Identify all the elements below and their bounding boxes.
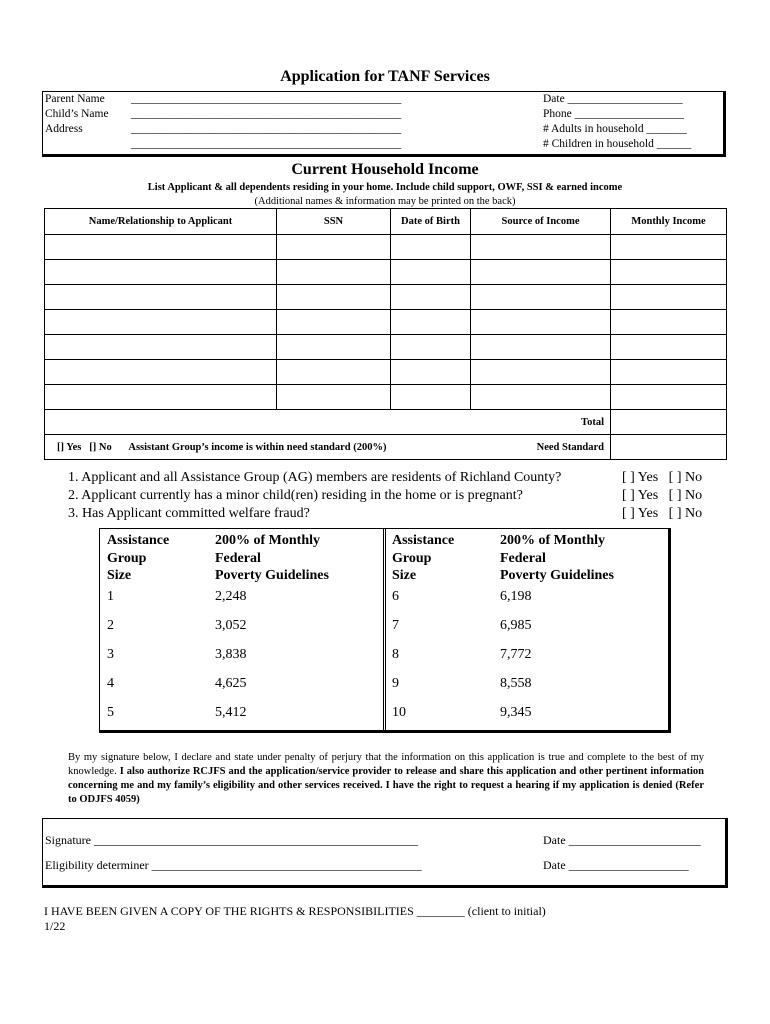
- size-value: 2: [107, 618, 114, 633]
- size-value: 5: [107, 705, 114, 720]
- table-cell[interactable]: [611, 260, 727, 285]
- table-cell[interactable]: [611, 285, 727, 310]
- size-value: 4: [107, 676, 114, 691]
- header-line: Federal: [215, 550, 261, 566]
- amount-value: 3,052: [215, 618, 247, 633]
- table-cell[interactable]: [611, 335, 727, 360]
- table-cell[interactable]: [391, 335, 471, 360]
- amount-value: 7,772: [500, 647, 532, 662]
- table-cell[interactable]: [391, 260, 471, 285]
- question-1-options[interactable]: [ ] Yes [ ] No: [622, 470, 703, 485]
- size-value: 3: [107, 647, 114, 662]
- table-cell[interactable]: [277, 310, 391, 335]
- total-row: [45, 410, 727, 435]
- adults-field[interactable]: # Adults in household _______: [543, 123, 687, 135]
- table-cell[interactable]: [45, 360, 277, 385]
- table-row: [45, 360, 727, 385]
- table-cell[interactable]: [45, 260, 277, 285]
- address-field-1[interactable]: _______________________________________________: [131, 123, 402, 135]
- date-field[interactable]: Date ____________________: [543, 93, 683, 105]
- income-yes-no-checkbox[interactable]: [] Yes [] No: [57, 441, 112, 453]
- income-heading: Current Household Income: [291, 161, 479, 178]
- childs-name-field[interactable]: _______________________________________________: [131, 108, 402, 120]
- table-cell[interactable]: [391, 235, 471, 260]
- parent-name-label: Parent Name: [45, 93, 105, 105]
- table-row: [45, 385, 727, 410]
- table-cell[interactable]: [391, 285, 471, 310]
- table-cell[interactable]: [277, 235, 391, 260]
- size-header: [107, 532, 169, 585]
- size-value: 8: [392, 647, 399, 662]
- header-line: 200% of Monthly: [500, 533, 605, 548]
- amount-value: 3,838: [215, 647, 247, 662]
- header-line: Assistance: [107, 533, 170, 548]
- table-cell[interactable]: [471, 385, 611, 410]
- need-standard-value-cell[interactable]: [611, 435, 727, 460]
- table-cell[interactable]: [471, 235, 611, 260]
- total-label: Total: [45, 410, 611, 435]
- size-value: 7: [392, 618, 399, 633]
- amount-header: [215, 532, 329, 585]
- table-row: [45, 335, 727, 360]
- amount-value: 6,985: [500, 618, 532, 633]
- table-cell[interactable]: [611, 310, 727, 335]
- header-line: Size: [392, 568, 417, 583]
- header-line: 200% of Monthly: [215, 533, 320, 548]
- table-cell[interactable]: [391, 385, 471, 410]
- table-row: [45, 235, 727, 260]
- table-cell[interactable]: [45, 385, 277, 410]
- table-cell[interactable]: [277, 360, 391, 385]
- column-header: SSN: [277, 209, 391, 235]
- header-line: Poverty Guidelines: [215, 568, 329, 583]
- header-line: Size: [107, 568, 132, 583]
- amount-value: 2,248: [215, 589, 247, 604]
- table-divider: [383, 529, 386, 730]
- column-header: Date of Birth: [391, 209, 471, 235]
- eligibility-determiner-field[interactable]: Eligibility determiner _____________________________________________: [45, 858, 422, 872]
- table-cell[interactable]: [277, 260, 391, 285]
- need-standard-statement: Assistant Group’s income is within need standard (200%): [128, 441, 387, 453]
- table-cell[interactable]: [471, 310, 611, 335]
- income-note: (Additional names & information may be printed on the back): [254, 196, 516, 207]
- table-cell[interactable]: [471, 335, 611, 360]
- table-cell[interactable]: [277, 385, 391, 410]
- address-field-2[interactable]: _______________________________________________: [131, 138, 402, 150]
- table-cell[interactable]: [45, 310, 277, 335]
- size-value: 6: [392, 589, 399, 604]
- table-row: [45, 285, 727, 310]
- declaration-text: [68, 751, 704, 807]
- question-1: 1. Applicant and all Assistance Group (AG) members are residents of Richland County?: [68, 470, 562, 485]
- income-table: [44, 208, 727, 460]
- parent-name-field[interactable]: _______________________________________________: [131, 93, 402, 105]
- size-value: 10: [392, 705, 406, 720]
- header-line: Poverty Guidelines: [500, 568, 614, 583]
- header-line: Group: [107, 550, 147, 566]
- need-standard-row: [45, 435, 727, 460]
- table-cell[interactable]: [391, 310, 471, 335]
- size-header: [392, 532, 454, 585]
- table-cell[interactable]: [277, 285, 391, 310]
- total-value-cell[interactable]: [611, 410, 727, 435]
- signature-date-field[interactable]: Date ______________________: [543, 833, 701, 847]
- question-3-options[interactable]: [ ] Yes [ ] No: [622, 506, 703, 521]
- table-cell[interactable]: [391, 360, 471, 385]
- header-line: Federal: [500, 550, 546, 566]
- table-cell[interactable]: [45, 235, 277, 260]
- declaration-normal: By my signature below, I declare and state under penalty of perjury that the information on this application is true and complete to the best of my knowledge.: [68, 752, 704, 777]
- page-title: Application for TANF Services: [280, 68, 490, 85]
- income-instructions: List Applicant & all dependents residing in your home. Include child support, OWF, SSI & earned income: [147, 182, 623, 193]
- signature-field[interactable]: Signature ______________________________________________________: [45, 833, 418, 847]
- amount-value: 5,412: [215, 705, 247, 720]
- column-header: Source of Income: [471, 209, 611, 235]
- header-line: Assistance: [392, 533, 455, 548]
- signature-box: [42, 818, 728, 888]
- applicant-info-box: [42, 91, 726, 157]
- question-2: 2. Applicant currently has a minor child(ren) residing in the home or is pregnant?: [68, 488, 523, 503]
- eligibility-date-field[interactable]: Date ____________________: [543, 858, 689, 872]
- need-standard-label: Need Standard: [536, 441, 604, 453]
- children-field[interactable]: # Children in household ______: [543, 138, 692, 150]
- column-header: Monthly Income: [611, 209, 727, 235]
- childs-name-label: Child’s Name: [45, 108, 109, 120]
- question-3: 3. Has Applicant committed welfare fraud?: [68, 506, 310, 521]
- table-cell[interactable]: [471, 360, 611, 385]
- need-standard-cell: [45, 435, 611, 460]
- table-cell[interactable]: [45, 285, 277, 310]
- table-cell[interactable]: [471, 285, 611, 310]
- declaration-bold: I also authorize RCJFS and the application/service provider to release and share this application and other pertinent information concerning me and my family’s eligibility and other services received. I have the right to request a hearing if my application is denied (Refer to ODJFS 4059): [68, 766, 705, 805]
- address-label: Address: [45, 123, 83, 135]
- income-table-header: [45, 209, 727, 235]
- question-2-options[interactable]: [ ] Yes [ ] No: [622, 488, 703, 503]
- table-cell[interactable]: [611, 235, 727, 260]
- poverty-guidelines-table: [99, 528, 671, 733]
- column-header: Name/Relationship to Applicant: [45, 209, 277, 235]
- table-cell[interactable]: [277, 335, 391, 360]
- table-cell[interactable]: [471, 260, 611, 285]
- table-cell[interactable]: [45, 335, 277, 360]
- amount-value: 6,198: [500, 589, 532, 604]
- amount-value: 9,345: [500, 705, 532, 720]
- size-value: 9: [392, 676, 399, 691]
- rights-acknowledgement[interactable]: I HAVE BEEN GIVEN A COPY OF THE RIGHTS & RESPONSIBILITIES ________ (client to initial): [44, 904, 546, 918]
- amount-header: [500, 532, 614, 585]
- header-line: Group: [392, 550, 432, 566]
- form-revision: 1/22: [44, 919, 66, 933]
- size-value: 1: [107, 589, 114, 604]
- table-cell[interactable]: [611, 360, 727, 385]
- table-row: [45, 310, 727, 335]
- amount-value: 4,625: [215, 676, 247, 691]
- table-cell[interactable]: [611, 385, 727, 410]
- amount-value: 8,558: [500, 676, 532, 691]
- phone-field[interactable]: Phone ___________________: [543, 108, 684, 120]
- table-row: [45, 260, 727, 285]
